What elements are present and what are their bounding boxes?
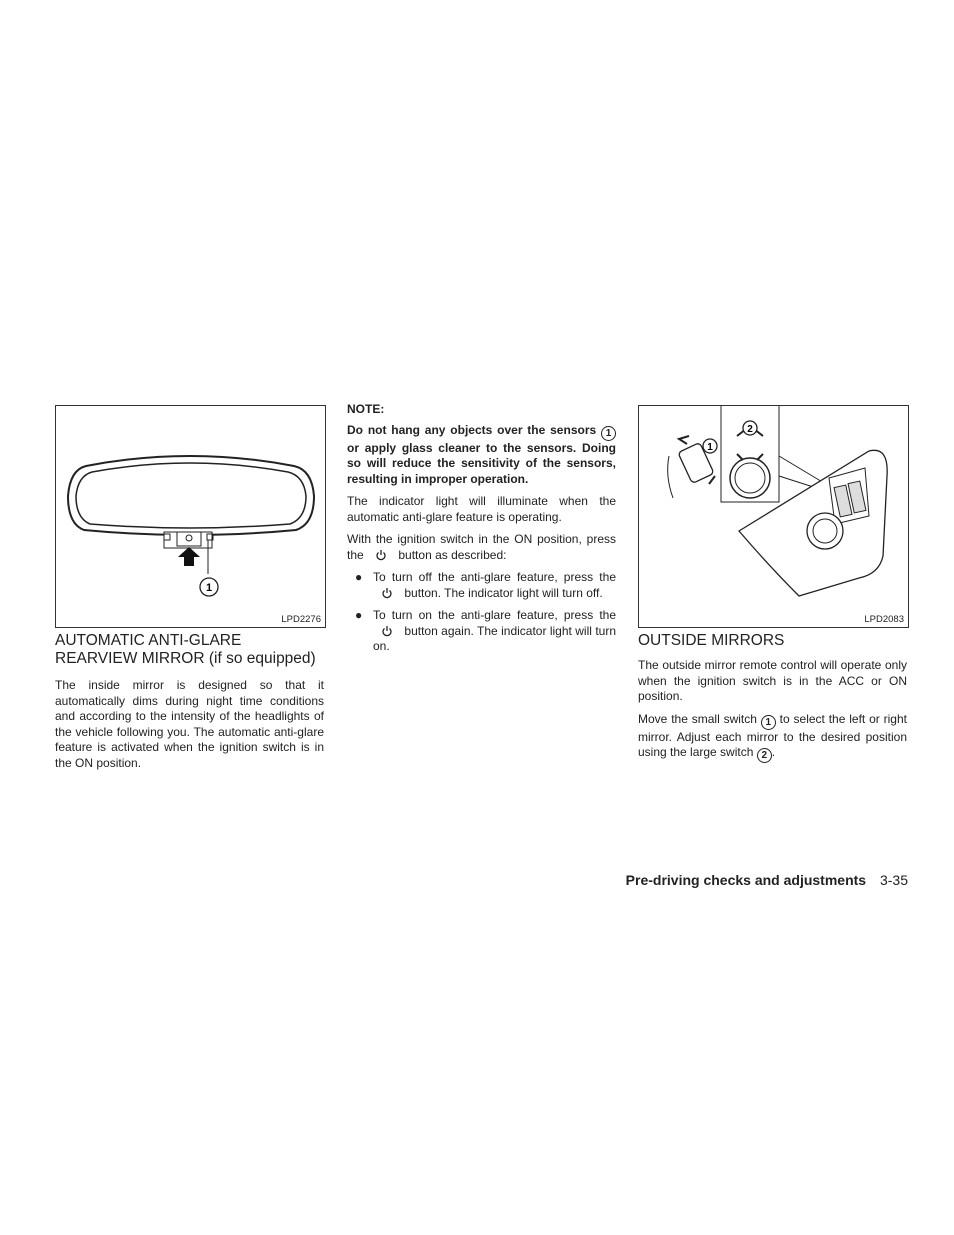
page-footer bbox=[626, 872, 908, 888]
mirror-switch-illustration bbox=[639, 406, 908, 627]
bullet-turn-off: ● To turn off the anti-glare feature, press the button. The indicator light will turn off. bbox=[355, 570, 616, 600]
right-column-text bbox=[638, 658, 907, 763]
middle-column bbox=[347, 402, 616, 655]
page-number: 3-35 bbox=[879, 872, 908, 888]
outside-mirror-paragraph-1: The outside mirror remote control will operate only when the ignition switch is in the ACC or ON position. bbox=[638, 658, 907, 703]
indicator-paragraph: The indicator light will illuminate when the automatic anti-glare feature is operating. bbox=[347, 494, 616, 524]
callout-1: 1 bbox=[761, 715, 776, 730]
power-icon bbox=[381, 587, 393, 599]
callout-1: 1 bbox=[601, 426, 616, 441]
outside-mirror-switch-figure bbox=[638, 405, 909, 628]
section-heading-anti-glare: AUTOMATIC ANTI-GLARE REARVIEW MIRROR (if so equipped) bbox=[55, 632, 316, 667]
note-title: NOTE: bbox=[347, 402, 385, 416]
outside-mirror-paragraph-2: Move the small switch 1 to select the left or right mirror. Adjust each mirror to the desired position using the large switch 2 . bbox=[638, 711, 907, 761]
footer-section-title: Pre-driving checks and adjustments bbox=[625, 872, 867, 888]
figure-code: LPD2083 bbox=[864, 614, 904, 625]
power-icon bbox=[375, 549, 387, 561]
anti-glare-intro: The inside mirror is designed so that it automatically dims during night time conditions and according to the intensity of the headlights of the vehicle following you. The automatic anti-glare feature is activated when the ignition switch is in the ON position. bbox=[55, 678, 324, 770]
arrow-icon bbox=[178, 547, 200, 566]
callout-1: 1 bbox=[205, 582, 213, 594]
note-body: Do not hang any objects over the sensors 1 or apply glass cleaner to the sensors. Doing so will reduce the sensitivity of the sensors, resulting in improper operation. bbox=[347, 422, 616, 486]
callout-1: 1 bbox=[707, 442, 713, 453]
callout-2: 2 bbox=[747, 424, 753, 435]
bullet-dot-icon: ● bbox=[355, 570, 363, 584]
bullet-dot-icon: ● bbox=[355, 608, 363, 622]
rearview-mirror-illustration bbox=[56, 406, 325, 627]
bullet-turn-on: ● To turn on the anti-glare feature, press the button again. The indicator light will turn on. bbox=[355, 608, 616, 653]
callout-2: 2 bbox=[757, 748, 772, 763]
rearview-mirror-figure bbox=[55, 405, 326, 628]
ignition-paragraph: With the ignition switch in the ON position, press the button as described: bbox=[347, 532, 616, 562]
figure-code: LPD2276 bbox=[281, 614, 321, 625]
section-heading-outside-mirrors: OUTSIDE MIRRORS bbox=[638, 632, 785, 649]
power-icon bbox=[381, 625, 393, 637]
